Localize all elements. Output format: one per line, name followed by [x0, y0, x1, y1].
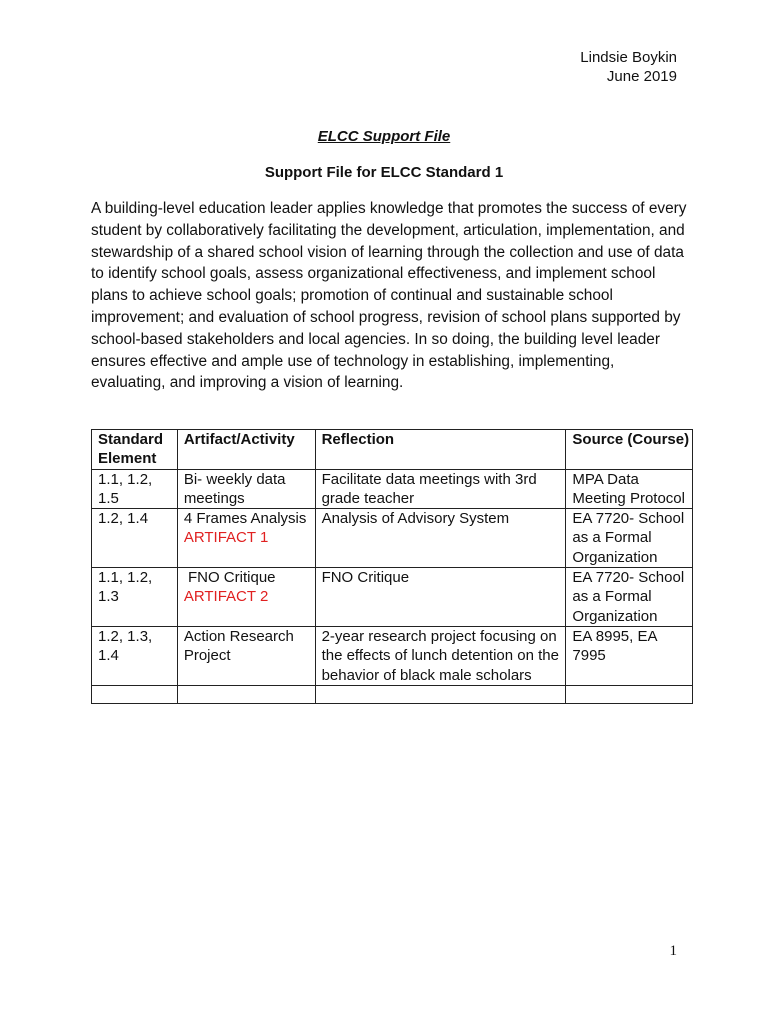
artifact-label: Action Research Project — [183, 627, 294, 665]
cell-source: EA 7720- School as a Formal Organization — [566, 568, 693, 627]
author-name: Lindsie Boykin — [580, 49, 677, 66]
cell-standard: 1.2, 1.4 — [92, 509, 178, 568]
empty-table-row — [92, 685, 693, 703]
artifact-tag: ARTIFACT 2 — [183, 588, 269, 606]
cell-reflection: Facilitate data meetings with 3rd grade teacher — [315, 469, 566, 509]
empty-cell — [315, 685, 566, 703]
cell-source: MPA Data Meeting Protocol — [566, 469, 693, 509]
header-source-course: Source (Course) — [566, 430, 693, 470]
cell-reflection: 2-year research project focusing on the effects of lunch detention on the behavior of black male scholars — [315, 626, 566, 685]
cell-artifact — [177, 509, 315, 568]
support-table — [91, 429, 693, 704]
cell-artifact — [177, 568, 315, 627]
header-block — [580, 48, 677, 86]
empty-cell — [92, 685, 178, 703]
artifact-label: 4 Frames Analysis — [183, 510, 307, 528]
cell-standard: 1.1, 1.2, 1.5 — [92, 469, 178, 509]
cell-source: EA 8995, EA 7995 — [566, 626, 693, 685]
cell-source: EA 7720- School as a Formal Organization — [566, 509, 693, 568]
cell-standard: 1.2, 1.3, 1.4 — [92, 626, 178, 685]
table-row — [92, 626, 693, 685]
document-title: ELCC Support File — [317, 128, 451, 145]
document-subtitle: Support File for ELCC Standard 1 — [264, 164, 504, 181]
table-row — [92, 568, 693, 627]
page-number: 1 — [669, 943, 677, 959]
empty-cell — [177, 685, 315, 703]
header-standard-element: Standard Element — [92, 430, 178, 470]
artifact-label: Bi- weekly data meetings — [183, 470, 286, 507]
table-header-row — [92, 430, 693, 470]
artifact-label: FNO Critique — [183, 569, 276, 587]
cell-artifact — [177, 626, 315, 685]
header-reflection: Reflection — [315, 430, 566, 470]
cell-reflection: FNO Critique — [315, 568, 566, 627]
intro-paragraph: A building-level education leader applies knowledge that promotes the success of every student by collaboratively facilitating the development, articulation, implementation, and stewardship of a shared school vision of learning through the collection and use of data to identify school goals, assess organizational effectiveness, and implement school plans to achieve school goals; promotion of continual and sustainable school improvement; and evaluation of school progress, revision of school plans supported by school-based stakeholders and local agencies. In so doing, the building level leader ensures effective and ample use of technology in establishing, implementing, evaluating, and improving a vision of learning. — [91, 200, 687, 392]
cell-reflection: Analysis of Advisory System — [315, 509, 566, 568]
table-row — [92, 469, 693, 509]
table-row — [92, 509, 693, 568]
header-artifact-activity: Artifact/Activity — [177, 430, 315, 470]
cell-standard: 1.1, 1.2, 1.3 — [92, 568, 178, 627]
artifact-tag: ARTIFACT 1 — [183, 529, 269, 547]
cell-artifact — [177, 469, 315, 509]
empty-cell — [566, 685, 693, 703]
document-date: June 2019 — [606, 68, 677, 85]
